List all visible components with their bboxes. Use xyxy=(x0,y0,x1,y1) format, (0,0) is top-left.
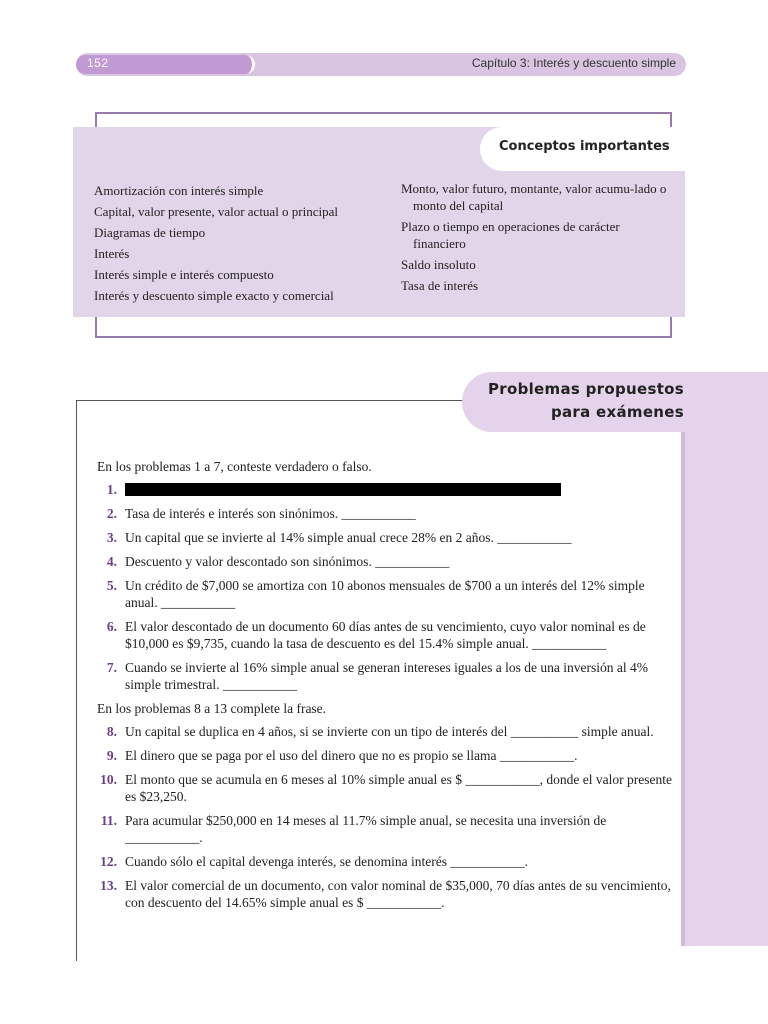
problem-text: Tasa de interés e interés son sinónimos. ___________ xyxy=(125,506,416,521)
concepts-title: Conceptos importantes xyxy=(499,139,670,154)
problems-title-line1: Problemas propuestos xyxy=(487,380,684,398)
concept-item: Tasa de interés xyxy=(401,278,479,293)
problems-intro-2: En los problemas 8 a 13 complete la frase. xyxy=(97,701,327,716)
problem-text: Cuando se invierte al 16% simple anual se generan intereses iguales a los de una inversión al 4% simple trimestral. ___________ xyxy=(125,660,648,692)
problem-number: 2. xyxy=(106,506,117,521)
problem-text: El dinero que se paga por el uso del dinero que no es propio se llama ___________. xyxy=(125,748,578,763)
problem-text: Un capital que se invierte al 14% simple anual crece 28% en 2 años. ___________ xyxy=(125,530,572,545)
problem-number: 7. xyxy=(106,660,117,675)
concept-item: Diagramas de tiempo xyxy=(94,225,206,240)
concept-item: Amortización con interés simple xyxy=(94,183,264,198)
concept-item: Interés xyxy=(94,246,130,261)
problems-side-band xyxy=(685,372,768,946)
problem-item xyxy=(97,553,675,570)
problem-number: 1. xyxy=(106,482,117,497)
problem-item xyxy=(97,771,675,805)
problem-text: Para acumular $250,000 en 14 meses al 11.7% simple anual, se necesita una inversión de ___________. xyxy=(125,813,607,845)
problem-text: El valor comercial de un documento, con valor nominal de $35,000, 70 días antes de su vencimiento, con descuento del 14.65% simple anual es $ ___________. xyxy=(125,878,671,910)
problem-number: 6. xyxy=(106,619,117,634)
problem-text: Descuento y valor descontado son sinónimos. ___________ xyxy=(125,554,450,569)
problem-item xyxy=(97,747,675,764)
concept-item: Monto, valor futuro, montante, valor acumu-lado o monto del capital xyxy=(401,181,667,213)
problem-item xyxy=(97,877,675,911)
problem-item xyxy=(97,529,675,546)
problem-item xyxy=(97,577,675,611)
problem-text: Cuando sólo el capital devenga interés, se denomina interés ___________. xyxy=(125,854,529,869)
problems-title-line2: para exámenes xyxy=(550,403,684,421)
problem-item xyxy=(97,481,675,498)
concept-item: Saldo insoluto xyxy=(401,257,476,272)
concept-item: Capital, valor presente, valor actual o principal xyxy=(94,204,339,219)
problem-number: 9. xyxy=(106,748,117,763)
problem-number: 13. xyxy=(100,878,117,893)
problem-item xyxy=(97,723,675,740)
problem-number: 4. xyxy=(106,554,117,569)
problem-text: El monto que se acumula en 6 meses al 10% simple anual es $ ___________, donde el valor presente es $23,250. xyxy=(125,772,672,804)
problem-number: 8. xyxy=(106,724,117,739)
problem-item xyxy=(97,618,675,652)
problem-item xyxy=(97,659,675,693)
problem-number: 5. xyxy=(106,578,117,593)
problem-number: 11. xyxy=(100,813,117,828)
problem-item xyxy=(97,505,675,522)
problem-text: El valor descontado de un documento 60 días antes de su vencimiento, cuyo valor nominal es de $10,000 es $9,735, cuando la tasa de descuento es del 15.4% simple anual. ___________ xyxy=(125,619,646,651)
page-number: 152 xyxy=(87,56,109,70)
problems-intro-1: En los problemas 1 a 7, conteste verdadero o falso. xyxy=(97,459,372,474)
problem-number: 12. xyxy=(100,854,117,869)
problems-title xyxy=(488,378,684,424)
problems-side-shadow xyxy=(681,432,685,946)
concept-item: Plazo o tiempo en operaciones de carácter financiero xyxy=(401,219,620,251)
problem-number: 3. xyxy=(106,530,117,545)
concepts-right-list xyxy=(401,180,671,298)
problem-item xyxy=(97,853,675,870)
problem-text: Un crédito de $7,000 se amortiza con 10 abonos mensuales de $700 a un interés del 12% simple anual. ___________ xyxy=(125,578,645,610)
chapter-title: Capítulo 3: Interés y descuento simple xyxy=(471,56,676,70)
problem-text: Un capital se duplica en 4 años, si se invierte con un tipo de interés del __________ simple anual. xyxy=(125,724,654,739)
problem-number: 10. xyxy=(100,772,117,787)
concepts-left-list xyxy=(94,180,384,306)
problem-item xyxy=(97,812,675,846)
redaction-bar xyxy=(125,483,561,496)
problems-body xyxy=(97,458,675,918)
concept-item: Interés y descuento simple exacto y comercial xyxy=(94,288,334,303)
concept-item: Interés simple e interés compuesto xyxy=(94,267,274,282)
